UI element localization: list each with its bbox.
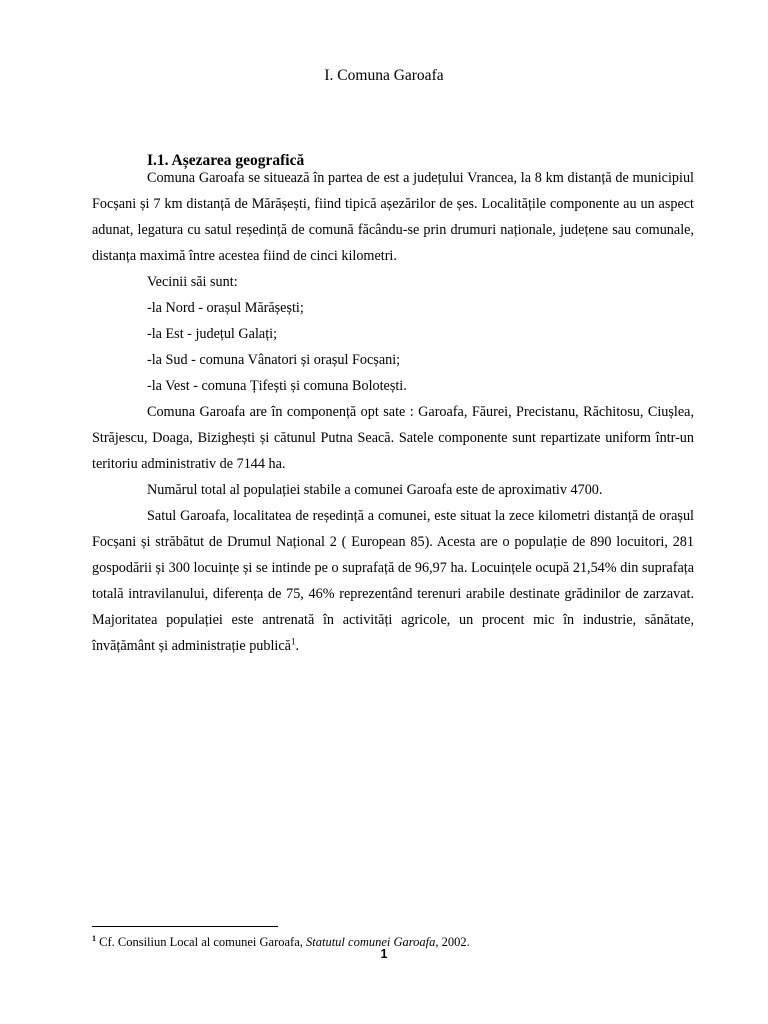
- paragraph-villages: Comuna Garoafa are în componență opt sate : Garoafa, Făurei, Precistanu, Răchitosu, Ciușlea, Străjescu, Doaga, Bizighești și cătunul Putna Seacă. Satele componente sunt repartizate uniform într-un teritoriu administrativ de 7144 ha.: [92, 404, 694, 472]
- paragraph-neighbors-intro: Vecinii săi sunt:: [147, 274, 238, 290]
- footnote-suffix: , 2002.: [435, 935, 470, 950]
- neighbor-east: -la Est - județul Galați;: [147, 326, 278, 342]
- footnote-reference[interactable]: 1: [290, 636, 296, 647]
- body-text: [92, 165, 694, 659]
- paragraph-population: Numărul total al populației stabile a comunei Garoafa este de aproximativ 4700.: [147, 482, 603, 498]
- paragraph-location: Comuna Garoafa se situează în partea de est a județului Vrancea, la 8 km distanță de municipiul Focșani și 7 km distanță de Mărășești, fiind tipică așezărilor de șes. Localitățile componente au un aspect adunat, legatura cu satul reședință de comună făcându-se prin drumuri naționale, județene sau comunale, distanța maximă între acestea fiind de cinci kilometri.: [92, 170, 694, 264]
- neighbor-south: -la Sud - comuna Vânatori și orașul Focșani;: [147, 352, 401, 368]
- section-heading: I.1. Așezarea geografică: [147, 152, 305, 169]
- paragraph-garoafa-village: [92, 503, 694, 659]
- final-period: .: [295, 638, 300, 654]
- neighbor-west: -la Vest - comuna Țifești și comuna Bolotești.: [147, 378, 407, 394]
- page-number: 1: [380, 947, 388, 961]
- footnote-marker: 1: [92, 934, 96, 943]
- footnote-separator: [92, 926, 278, 927]
- neighbor-north: -la Nord - orașul Mărășești;: [147, 300, 304, 316]
- chapter-title: I. Comuna Garoafa: [324, 67, 444, 84]
- paragraph-garoafa-text: Satul Garoafa, localitatea de reședință a comunei, este situat la zece kilometri distanță de orașul Focșani și străbătut de Drumul Național 2 ( European 85). Acesta are o populație de 890 locuitori, 281 gospodării și 300 locuințe și se intinde pe o suprafață de 96,97 ha. Locuințele ocupă 21,54% din suprafața totală intravilanului, diferența de 75, 46% reprezentând terenuri arabile destinate grădinilor de zarzavat. Majoritatea populației este antrenată în activități agricole, un procent mic în industrie, sănătate, învățământ și administrație publică: [92, 508, 694, 654]
- footnote-prefix: Cf. Consiliun Local al comunei Garoafa,: [96, 935, 307, 950]
- footnote-cited-title: Statutul comunei Garoafa: [306, 935, 436, 950]
